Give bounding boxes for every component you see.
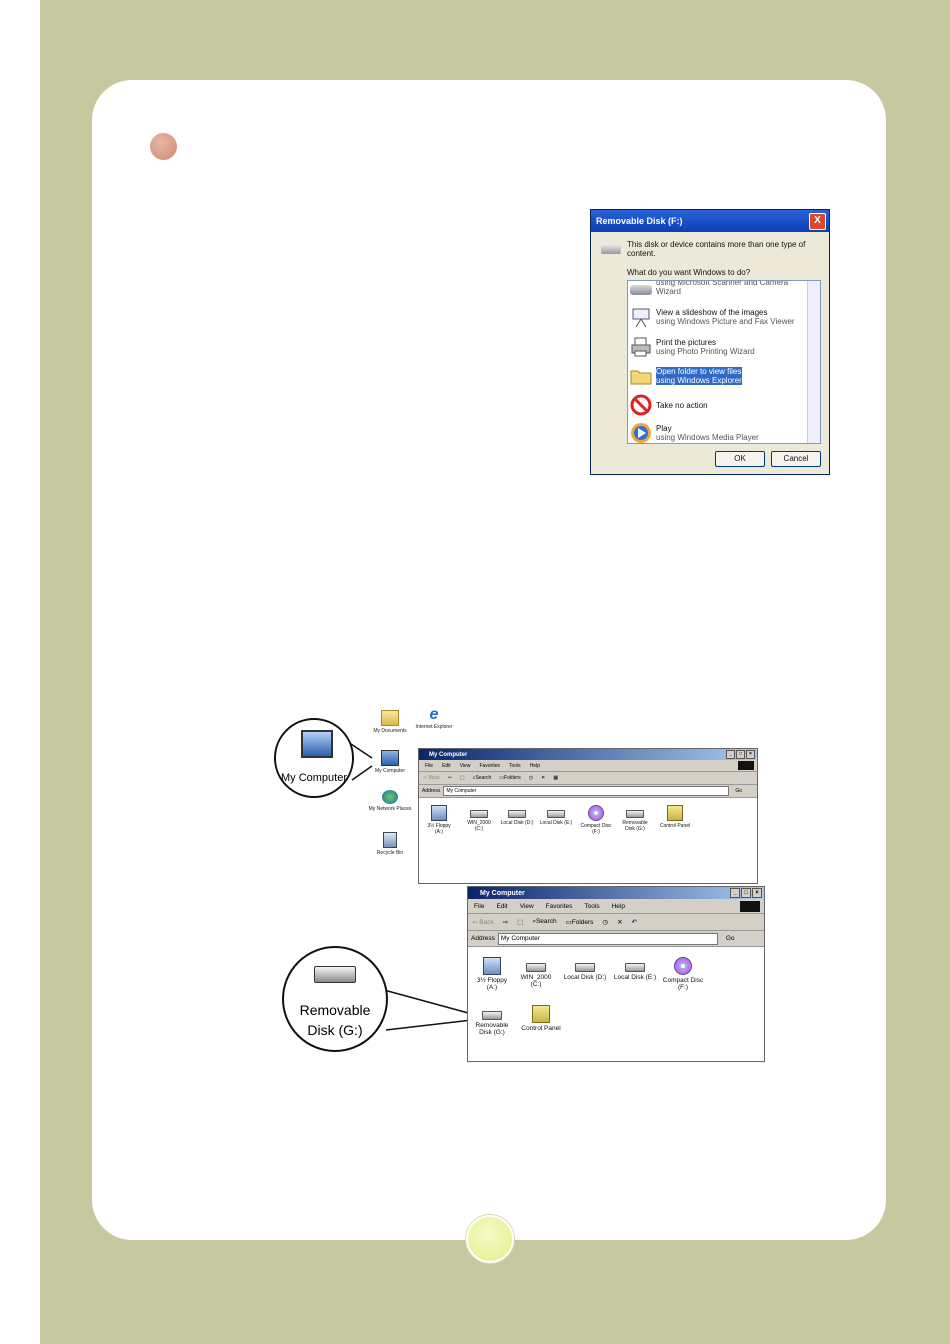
option-print[interactable]: Print the pictures using Photo Printing Wizard <box>630 333 800 361</box>
address-label: Address <box>422 788 441 794</box>
menu-edit[interactable]: Edit <box>496 902 508 910</box>
toolbar <box>468 914 764 931</box>
windows-logo-icon <box>740 901 760 912</box>
window-title: My Computer <box>480 889 525 897</box>
option-slideshow[interactable]: View a slideshow of the images using Windows Picture and Fax Viewer <box>630 303 800 331</box>
menu-bar <box>419 760 757 772</box>
drive-6[interactable] <box>518 1005 564 1032</box>
drive-label: 3½ Floppy (A:) <box>476 977 508 991</box>
forward-button[interactable]: ⇨ <box>447 775 452 781</box>
delete-icon[interactable]: ✕ <box>541 775 546 781</box>
folders-button[interactable]: ▭Folders <box>499 775 521 781</box>
no-action-icon <box>630 394 652 416</box>
menu-favorites[interactable]: Favorites <box>479 762 500 769</box>
drive-6[interactable] <box>655 805 695 829</box>
minimize-button[interactable]: _ <box>730 888 740 898</box>
slideshow-icon <box>630 306 652 328</box>
menu-help[interactable]: Help <box>611 902 625 910</box>
my-computer-callout <box>274 718 354 798</box>
drive-2[interactable] <box>562 957 608 981</box>
callout-label: Removable Disk (G:) <box>299 1002 371 1038</box>
menu-help[interactable]: Help <box>529 762 540 769</box>
control-panel-icon <box>532 1005 550 1023</box>
undo-icon[interactable]: ↶ <box>631 919 637 926</box>
dialog-message: This disk or device contains more than one type of content. <box>627 240 806 258</box>
dialog-titlebar <box>591 210 829 232</box>
dialog-title: Removable Disk (F:) <box>596 216 683 226</box>
explorer-window-large <box>467 886 765 1062</box>
toolbar <box>419 772 757 785</box>
ie-icon: e <box>429 706 439 723</box>
floppy-icon <box>483 957 501 975</box>
desktop-icon-recycle-bin[interactable]: Recycle Bin <box>368 832 412 856</box>
option-play[interactable]: Play using Windows Media Player <box>630 419 800 444</box>
drive-4[interactable] <box>660 957 706 991</box>
hard-drive-icon <box>625 963 645 972</box>
go-button[interactable]: Go <box>725 935 735 942</box>
printer-icon <box>630 336 652 358</box>
menu-view[interactable]: View <box>519 902 534 910</box>
desktop-icon-internet-explorer[interactable]: e Internet Explorer <box>415 706 453 730</box>
autoplay-dialog <box>590 209 830 475</box>
drive-label: Local Disk (E:) <box>613 974 657 981</box>
close-button[interactable]: × <box>746 750 755 759</box>
forward-button[interactable]: ⇨ <box>502 919 509 926</box>
drive-1[interactable] <box>516 957 556 988</box>
control-panel-icon <box>667 805 683 821</box>
address-input[interactable]: My Computer <box>443 786 729 796</box>
desktop-icon-my-computer[interactable]: My Computer <box>368 750 412 774</box>
explorer-window-small <box>418 748 758 884</box>
drive-4[interactable] <box>577 805 615 835</box>
callout-label: My Computer <box>280 772 348 784</box>
ok-button[interactable]: OK <box>715 451 765 467</box>
drive-label: Compact Disc (F:) <box>662 977 704 991</box>
drive-0[interactable] <box>472 957 512 991</box>
go-button[interactable]: Go <box>735 788 743 794</box>
scanner-icon <box>630 285 652 295</box>
computer-icon <box>381 750 399 766</box>
close-button[interactable]: × <box>752 888 762 898</box>
floppy-icon <box>431 805 447 821</box>
drive-label: Compact Disc (F:) <box>580 823 612 835</box>
search-button[interactable]: ⌕Search <box>532 918 557 925</box>
hard-drive-icon <box>526 963 546 972</box>
minimize-button[interactable]: _ <box>726 750 735 759</box>
window-titlebar <box>468 887 764 899</box>
drive-label: Removable Disk (G:) <box>622 820 648 832</box>
action-list[interactable] <box>627 280 821 444</box>
menu-favorites[interactable]: Favorites <box>545 902 573 910</box>
history-icon[interactable]: ◷ <box>602 919 609 926</box>
network-icon <box>382 790 398 804</box>
hard-drive-icon <box>626 810 644 818</box>
drive-label: Local Disk (D:) <box>500 820 534 826</box>
drive-1[interactable] <box>463 805 495 832</box>
drive-3[interactable] <box>537 805 575 826</box>
folder-icon <box>630 365 652 387</box>
dialog-question: What do you want Windows to do? <box>627 268 751 277</box>
views-icon[interactable]: ▦ <box>553 775 559 781</box>
list-scrollbar[interactable] <box>807 281 820 443</box>
cancel-button[interactable]: Cancel <box>771 451 821 467</box>
menu-file[interactable]: File <box>425 762 434 769</box>
option-scanner[interactable]: using Microsoft Scanner and Camera Wizard <box>630 280 800 301</box>
removable-disk-callout <box>282 946 388 1052</box>
hard-drive-icon <box>470 810 488 818</box>
option-open-folder[interactable]: Open folder to view files using Windows Explorer <box>630 362 800 390</box>
option-no-action[interactable]: Take no action <box>630 391 800 419</box>
maximize-button[interactable]: □ <box>736 750 745 759</box>
desktop-icon-my-network-places[interactable]: My Network Places <box>368 790 412 812</box>
drive-label: Local Disk (E:) <box>539 820 573 826</box>
menu-file[interactable]: File <box>474 902 485 910</box>
drive-label: WIN_2000 (C:) <box>467 820 491 832</box>
back-button[interactable]: ⇦ Back <box>423 775 440 781</box>
removable-disk-icon <box>314 966 356 983</box>
drive-2[interactable] <box>499 805 535 826</box>
cd-icon <box>674 957 692 975</box>
media-player-icon <box>630 422 652 444</box>
drive-label: Control Panel <box>659 823 691 829</box>
windows-logo-icon <box>738 761 754 770</box>
address-label: Address <box>471 935 495 942</box>
up-button[interactable]: ⬚ <box>517 919 524 926</box>
desktop-icon-my-documents[interactable]: My Documents <box>368 710 412 734</box>
delete-icon[interactable]: ✕ <box>617 919 623 926</box>
maximize-button[interactable]: □ <box>741 888 751 898</box>
removable-disk-icon <box>601 244 621 254</box>
drive-5[interactable] <box>617 805 653 832</box>
computer-icon <box>301 730 333 758</box>
recycle-bin-icon <box>383 832 397 848</box>
hard-drive-icon <box>575 963 595 972</box>
drive-0[interactable] <box>423 805 455 835</box>
page-number-circle <box>466 1215 514 1263</box>
drive-label: 3½ Floppy (A:) <box>427 823 451 835</box>
drive-label: Control Panel <box>521 1025 561 1032</box>
address-input[interactable]: My Computer <box>498 933 718 945</box>
address-bar <box>468 931 764 947</box>
folder-icon <box>381 710 399 726</box>
bullet-circle <box>150 133 177 160</box>
folders-button[interactable]: ▭Folders <box>565 919 594 926</box>
menu-tools[interactable]: Tools <box>509 762 521 769</box>
cd-icon <box>588 805 604 821</box>
menu-bar <box>468 899 764 914</box>
hard-drive-icon <box>547 810 565 818</box>
drive-5[interactable] <box>472 1005 512 1036</box>
window-title: My Computer <box>429 751 468 758</box>
address-bar <box>419 785 757 798</box>
history-icon[interactable]: ◷ <box>528 775 534 781</box>
search-button[interactable]: ⌕Search <box>472 775 492 781</box>
drive-label: Removable Disk (G:) <box>475 1022 509 1036</box>
drive-label: WIN_2000 (C:) <box>520 974 552 988</box>
menu-edit[interactable]: Edit <box>442 762 451 769</box>
drive-label: Local Disk (D:) <box>563 974 607 981</box>
window-titlebar <box>419 749 757 760</box>
menu-view[interactable]: View <box>459 762 471 769</box>
up-button[interactable]: ⬚ <box>459 775 465 781</box>
hard-drive-icon <box>508 810 526 818</box>
menu-tools[interactable]: Tools <box>584 902 600 910</box>
back-button[interactable]: ⇦ Back <box>472 919 494 926</box>
drive-3[interactable] <box>612 957 658 981</box>
hard-drive-icon <box>482 1011 502 1020</box>
close-button[interactable]: X <box>809 213 826 230</box>
